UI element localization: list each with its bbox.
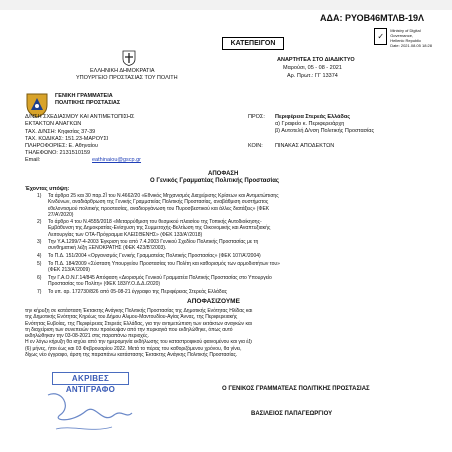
considering-label: Έχοντας υπόψη: [25, 186, 70, 192]
item-number-4: 4) [37, 253, 42, 259]
sender-phone: ΤΗΛΕΦΩΝΟ: 2131510159 [25, 150, 91, 156]
protocol-number: Αρ. Πρωτ.: ΓΓ 13374 [287, 73, 338, 79]
to-line-a: α) Γραφείο κ. Περιφερειάρχη [275, 121, 345, 127]
item-text-1: Τα άρθρα 25 και 30 παρ.2Ϊ του Ν.4662/20 «Εθνικός Μηχανισμός Διαχείρισης Κρίσεων και Αντιμετώπισης Κινδύνων, αναδιάρθρωση της Γενικής Γραμματείας Πολιτικής Προστασίας, αναβάθμιση συστήματος εθελοντισμού πολιτικής προστασίας, αναδιοργάνωση του Πυροσβεστικού και άλλες διατάξεις» (ΦΕΚ 27/Α'/2020) [48, 193, 279, 218]
ada-code: ΑΔΑ: ΡΥΟΒ46ΜΤΛΒ-19Λ [320, 13, 424, 23]
decision-body: την κήρυξη σε κατάσταση Έκτακτης Ανάγκης Πολιτικής Προστασίας της Δημοτικής Ενότητας Ηλίδας και της Δημοτικής Ενότητας Κηρέως του Δήμου Αλιμου-Μαντουδίου-Αγίας Άννας, της Περιφερειακής Ενότητας Ευβοίας, της Περιφέρειας Στερεάς Ελλάδας, για την αντιμετώπιση των εκτάκτων αναγκών και τη διαχείριση των συνεπειών που προέκυψαν από την πυρκαγιά που εκδηλώθηκε, όπως αυτό εκδηλώθηκαν την 03-08-2021 στις παραπάνω περιοχές. Η εν λόγω κήρυξη θα ισχύει από την ημερομηνία εκδήλωσης του καταστροφικού φαινομένου και για έξι (6) μήνες, ήτοι έως και 03 Φεβρουαρίου 2022. Μετά το πέρας του καθοριζόμενου χρόνου, θα γίνει, δίχως νέο έγγραφο, άρση της παραπάνω κατάστασης Έκτακτης Ανάγκης Πολιτικής Προστασίας. [25, 308, 253, 359]
item-number-1: 1) [37, 193, 42, 199]
decide-label: ΑΠΟΦΑΣΙΖΟΥΜΕ [187, 298, 240, 305]
sender-postcode: ΤΑΧ. ΚΩΔΙΚΑΣ: 151.23-ΜΑΡΟΥΣΙ [25, 136, 109, 142]
sender-ministry: ΥΠΟΥΡΓΕΙΟ ΠΡΟΣΤΑΣΙΑΣ ΤΟΥ ΠΟΛΙΤΗ [76, 75, 178, 81]
signature-seal-icon: ✓ [374, 28, 387, 45]
item-number-7: 7) [37, 289, 42, 295]
sender-address: ΤΑΧ. Δ/ΝΣΗ: Κηφισίας 37-39 [25, 129, 96, 135]
document-date: Μαρούσι, 05 - 08 - 2021 [283, 65, 342, 71]
secretariat-line-2: ΠΟΛΙΤΙΚΗΣ ΠΡΟΣΤΑΣΙΑΣ [55, 100, 121, 106]
greek-emblem-icon [122, 50, 136, 66]
item-number-2: 2) [37, 219, 42, 225]
signatory-title: Ο ΓΕΝΙΚΟΣ ΓΡΑΜΜΑΤΕΑΣ ΠΟΛΙΤΙΚΗΣ ΠΡΟΣΤΑΣΙΑΣ [222, 386, 370, 392]
publish-notice: ΑΝΑΡΤΗΤΕΑ ΣΤΟ ΔΙΑΔΙΚΤΥΟ [277, 57, 355, 63]
decision-subtitle: Ο Γενικός Γραμματέας Πολιτικής Προστασίας [150, 178, 280, 184]
secretariat-line-1: ΓΕΝΙΚΗ ΓΡΑΜΜΑΤΕΙΑ [55, 93, 113, 99]
true-copy-stamp: ΑΚΡΙΒΕΣ ΑΝΤΙΓΡΑΦΟ [52, 372, 129, 385]
directorate-line-1: Δ/ΝΣΗ ΣΧΕΔΙΑΣΜΟΥ ΚΑΙ ΑΝΤΙΜΕΤΩΠΙΣΗΣ [25, 114, 135, 120]
sender-country: ΕΛΛΗΝΙΚΗ ΔΗΜΟΚΡΑΤΙΑ [90, 68, 155, 74]
sender-email-label: Email: [25, 157, 41, 163]
item-text-5: Το Π.Δ. 184/2009 «Σύσταση Υπουργείου Προστασίας του Πολίτη και καθορισμός των αρμοδιοτήτων του» (ΦΕΚ 213/Α'/2009) [48, 261, 280, 274]
top-scan-bar [0, 0, 452, 10]
directorate-line-2: ΕΚΤΑΚΤΩΝ ΑΝΑΓΚΩΝ [25, 121, 82, 127]
item-text-3: Την Υ.Α.1299/7-4-2003 Έγκριση του από 7.4.2003 Γενικού Σχεδίου Πολιτικής Προστασίας με τη συνθηματική λέξη ΞΕΝΟΚΡΑΤΗΣ (ΦΕΚ 423/Β'/2003). [48, 239, 259, 252]
digital-signature-block [374, 28, 432, 48]
item-number-5: 5) [37, 261, 42, 267]
signatory-name: ΒΑΣΙΛΕΙΟΣ ΠΑΠΑΓΕΩΡΓΙΟΥ [251, 411, 333, 417]
digital-signature-text: Ministry of Digital Governance, Hellenic Republic Date: 2021.08.05 18:28 [390, 28, 432, 48]
cc-value: ΠΙΝΑΚΑΣ ΑΠΟΔΕΚΤΩΝ [275, 143, 335, 149]
to-line-b: β) Αυτοτελή Δ/νση Πολιτικής Προστασίας [275, 128, 375, 134]
handwritten-signature-icon [42, 385, 138, 440]
item-text-2: Το άρθρο 4 του Ν.4555/2018 «Μεταρρύθμιση του θεσμικού πλαισίου της Τοπικής Αυτοδιοίκησης- Εμβάθυνση της Δημοκρατίας-Ενίσχυση της Συμμετοχής-Βελτίωση της Οικονομικής και Αναπτυξιακής Λειτουργίας των ΟΤΑ-Πρόγραμμα ΚΛΕΙΣΘΕΝΗΣ» (ΦΕΚ 133/Α'/2018) [48, 219, 271, 238]
sender-email-link[interactable]: eathinaiou@gscp.gr [92, 157, 142, 163]
to-recipient: Περιφέρεια Στερεάς Ελλάδας [275, 114, 351, 120]
item-text-4: Το Π.Δ. 151/2004 «Οργανισμός Γενικής Γραμματείας Πολιτικής Προστασίας» (ΦΕΚ 107/Α'/2004) [48, 253, 261, 259]
urgent-badge: ΚΑΤΕΠΕΙΓΟΝ [222, 37, 284, 50]
item-text-7: Το υπ. αρ. 172730/826 από 05-08-21 έγγραφο της Περιφέρειας Στερεάς Ελλάδας [48, 289, 227, 295]
to-label: ΠΡΟΣ: [248, 114, 265, 120]
sender-info: ΠΛΗΡΟΦΟΡΙΕΣ: Ε. Αθηναίου [25, 143, 98, 149]
decision-title: ΑΠΟΦΑΣΗ [208, 171, 239, 177]
item-number-6: 6) [37, 275, 42, 281]
item-text-6: Την Γ.Α.Ο.Ν.Γ.14/845 Απόφαση «Διορισμός Γενικού Γραμματέα Πολιτικής Προστασίας στο Υπουργείο Προστασίας του Πολίτη» (ΦΕΚ 183/Υ.Ο.Δ.Δ./2020) [48, 275, 272, 288]
item-number-3: 3) [37, 239, 42, 245]
cc-label: ΚΟΙΝ: [248, 143, 263, 149]
